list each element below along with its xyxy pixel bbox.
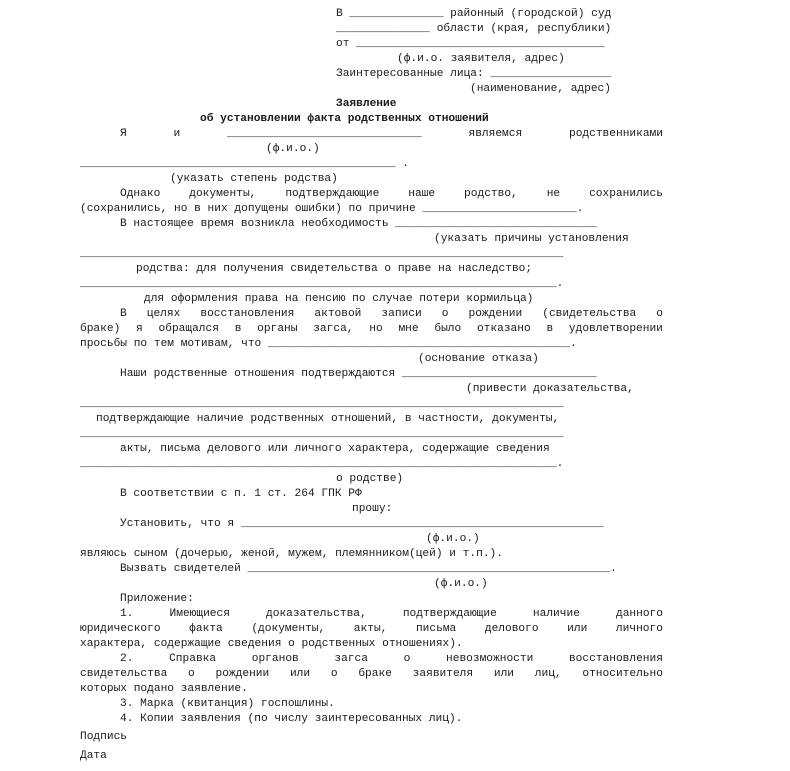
applicant-hint: (ф.и.о. заявителя, адрес): [397, 53, 565, 65]
word: актовой: [314, 308, 362, 320]
legal-basis: В соответствии с п. 1 ст. 264 ГПК РФ: [120, 488, 362, 500]
paragraph-3-line-1: В настоящее время возникла необходимость ______________________________: [120, 218, 597, 230]
evidence-hint-3: акты, письма делового или личного характера, содержащие сведения: [120, 443, 550, 455]
attachment-4: 4. Копии заявления (по числу заинтересованных лиц).: [120, 713, 463, 725]
word: _____________________________: [227, 128, 422, 140]
word: 1.: [120, 608, 134, 620]
court-line: В ______________ районный (городской) суд: [336, 8, 612, 20]
word: удовлетворении: [568, 323, 663, 335]
word: (свидетельства: [542, 308, 637, 320]
word: данного: [615, 608, 663, 620]
word: и: [173, 128, 181, 140]
relation-line: являюсь сыном (дочерью, женой, мужем, племянником(цей) и т.п.).: [80, 548, 503, 560]
word: о: [330, 668, 338, 680]
attachment-1-line-2: [80, 622, 663, 636]
word: я: [136, 323, 143, 335]
word: или: [567, 623, 588, 635]
word: было: [434, 323, 462, 335]
word: родственниками: [568, 128, 663, 140]
reason-hint-2: родства: для получения свидетельства о праве на наследство;: [136, 263, 533, 275]
paragraph-5-line-1: Наши родственные отношения подтверждаются _____________________________: [120, 368, 597, 380]
evidence-blank-1: ________________________________________________________________________: [80, 398, 564, 410]
word: рождении: [215, 668, 270, 680]
word: Я: [120, 128, 127, 140]
word: записи: [381, 308, 422, 320]
date-label: Дата: [80, 750, 107, 762]
word: наше: [408, 188, 436, 200]
signature-label: Подпись: [80, 731, 127, 743]
word: о: [188, 668, 195, 680]
word: свидетельства: [80, 668, 168, 680]
request-heading: прошу:: [352, 503, 393, 515]
witness-fio-hint: (ф.и.о.): [434, 578, 488, 590]
word: не: [546, 188, 561, 200]
word: В: [120, 308, 127, 320]
word: наличие: [532, 608, 580, 620]
paragraph-4-line-2: [80, 322, 663, 336]
word: являемся: [468, 128, 523, 140]
word: родство,: [464, 188, 518, 200]
paragraph-4-line-1: [120, 307, 663, 321]
paragraph-4-line-3: просьбы по тем мотивам, что _____________________________________________.: [80, 338, 577, 350]
word: (документы,: [251, 623, 326, 635]
word: личного: [615, 623, 663, 635]
establish-line: Установить, что я ______________________________________________________: [120, 518, 604, 530]
reason-hint-3: для оформления права на пенсию по случае потери кормильца): [144, 293, 534, 305]
from-line: от _____________________________________: [336, 38, 605, 50]
word: 2.: [120, 653, 134, 665]
word: браке): [80, 323, 121, 335]
reason-blank-1: ________________________________________________________________________: [80, 248, 564, 260]
word: в: [234, 323, 242, 335]
evidence-hint-4: о родстве): [336, 473, 404, 485]
interested-persons-hint: (наименование, адрес): [470, 83, 611, 95]
word: восстановления: [200, 308, 295, 320]
word: в: [546, 323, 554, 335]
word: мне: [398, 323, 419, 335]
word: рождении: [468, 308, 523, 320]
word: факта: [189, 623, 223, 635]
evidence-blank-2: ________________________________________________________________________: [80, 428, 564, 440]
paragraph-1-line-1: [120, 127, 663, 141]
word: лиц,: [534, 668, 562, 680]
word: обращался: [158, 323, 219, 335]
evidence-blank-3: _______________________________________________________________________.: [80, 458, 564, 470]
word: органы: [257, 323, 298, 335]
establish-fio-hint: (ф.и.о.): [426, 533, 480, 545]
attachment-2-line-2: [80, 667, 663, 681]
word: о: [441, 308, 449, 320]
word: невозможности: [446, 653, 534, 665]
word: письма: [415, 623, 457, 635]
word: о: [403, 653, 411, 665]
attachment-2-line-1: [120, 652, 663, 666]
word: подтверждающие: [285, 188, 380, 200]
word: органов: [251, 653, 299, 665]
document-subtitle: об установлении факта родственных отношений: [200, 113, 489, 125]
reason-blank-2: _______________________________________________________________________.: [80, 278, 564, 290]
word: подтверждающие: [402, 608, 497, 620]
word: целях: [146, 308, 181, 320]
word: о: [656, 308, 663, 320]
word: Однако: [120, 188, 161, 200]
kinship-hint: (указать степень родства): [170, 173, 338, 185]
attachment-1-line-3: характера, содержащие сведения о родственных отношениях).: [80, 638, 463, 650]
word: загса: [334, 653, 368, 665]
paragraph-2-line-1: [120, 187, 663, 201]
kinship-blank-line: _______________________________________________ .: [80, 158, 409, 170]
word: отказано: [476, 323, 531, 335]
attachment-3: 3. Марка (квитанция) госпошлины.: [120, 698, 335, 710]
word: загса,: [313, 323, 354, 335]
region-line: ______________ области (края, республики): [336, 23, 612, 35]
word: или: [289, 668, 311, 680]
word: сохранились: [589, 188, 663, 200]
attachments-heading: Приложение:: [120, 593, 194, 605]
word: Справка: [169, 653, 217, 665]
word: заявителя: [412, 668, 474, 680]
word: восстановления: [568, 653, 663, 665]
fio-hint: (ф.и.о.): [266, 143, 320, 155]
evidence-hint-2: подтверждающие наличие родственных отношений, в частности, документы,: [96, 413, 560, 425]
refusal-hint: (основание отказа): [418, 353, 539, 365]
word: доказательства,: [266, 608, 367, 620]
word: акты,: [353, 623, 388, 635]
word: Имеющиеся: [169, 608, 230, 620]
document-title: Заявление: [336, 98, 397, 110]
word: браке: [358, 668, 392, 680]
word: но: [369, 323, 383, 335]
witness-line: Вызвать свидетелей ______________________________________________________.: [120, 563, 617, 575]
reason-hint-1: (указать причины установления: [434, 233, 629, 245]
paragraph-2-line-2: (сохранились, но в них допущены ошибки) по причине _______________________.: [80, 203, 584, 215]
attachment-2-line-3: которых подано заявление.: [80, 683, 248, 695]
word: делового: [484, 623, 539, 635]
interested-persons-line: Заинтересованные лица: __________________: [336, 68, 612, 80]
evidence-hint-1: (привести доказательства,: [466, 383, 634, 395]
word: относительно: [582, 668, 663, 680]
word: или: [493, 668, 515, 680]
attachment-1-line-1: [120, 607, 663, 621]
word: юридического: [80, 623, 161, 635]
word: документы,: [189, 188, 257, 200]
